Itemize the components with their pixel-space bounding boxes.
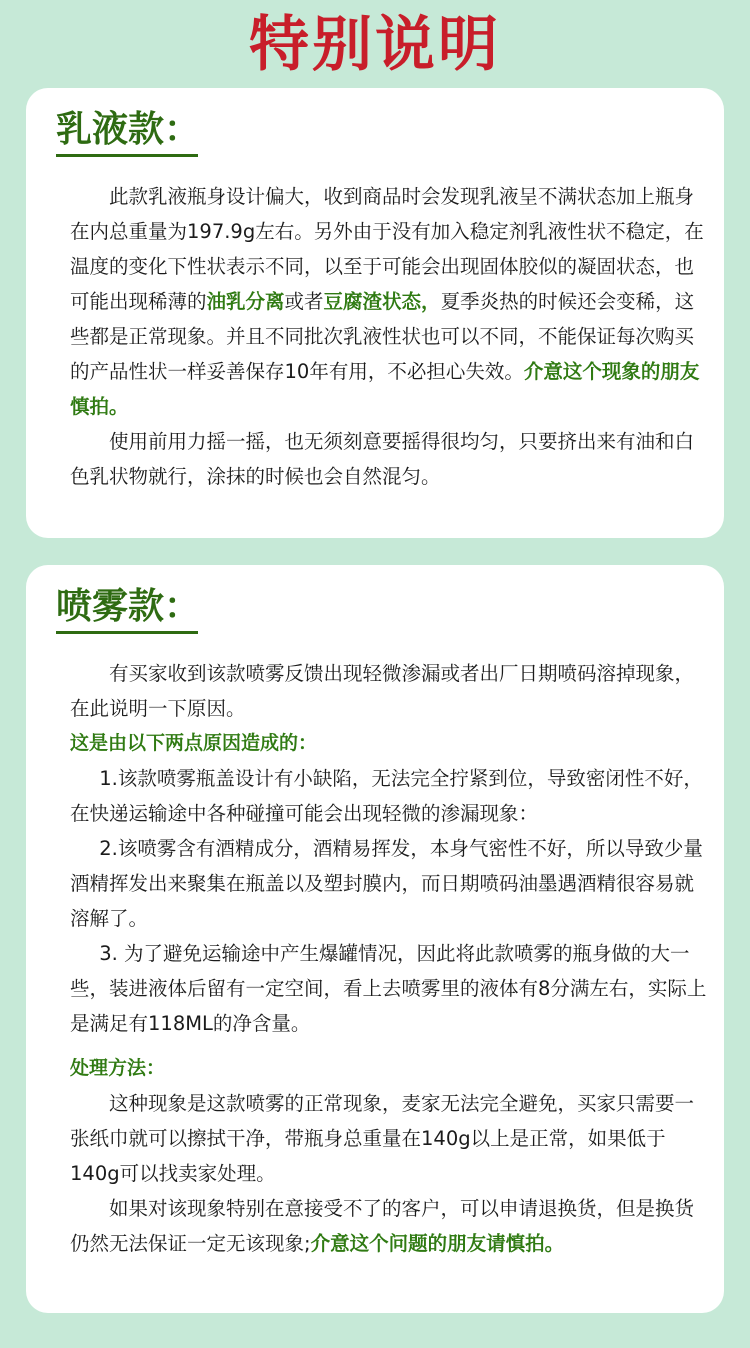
emulsion-highlight-notice: 介意这个现象的朋友慎拍。 bbox=[70, 360, 700, 418]
spray-handling-heading: 处理方法： bbox=[70, 1057, 166, 1079]
spray-handling-highlight-notice: 介意这个问题的朋友请慎拍。 bbox=[310, 1232, 565, 1255]
spray-text bbox=[70, 656, 710, 1261]
spray-reason-3: 3. 为了避免运输途中产生爆罐情况，因此将此款喷雾的瓶身做的大一些，装进液体后留有一定空间，看上去喷雾里的液体有8分满左右，实际上是满足有118ML的净含量。 bbox=[70, 942, 707, 1035]
emulsion-paragraph-1 bbox=[70, 179, 710, 424]
spray-handling-paragraph-2 bbox=[70, 1191, 710, 1261]
spray-reason-2: 2.该喷雾含有酒精成分，酒精易挥发，本身气密性不好，所以导致少量酒精挥发出来聚集在瓶盖以及塑封膜内，而日期喷码油墨遇酒精很容易就溶解了。 bbox=[70, 837, 703, 930]
spray-reasons-heading: 这是由以下两点原因造成的： bbox=[70, 732, 318, 754]
emulsion-text bbox=[70, 179, 710, 494]
emulsion-highlight-tofu-state: 豆腐渣状态， bbox=[323, 290, 441, 313]
emulsion-paragraph-2: 使用前用力摇一摇，也无须刻意要摇得很均匀，只要挤出来有油和白色乳状物就行，涂抹的时候也会自然混匀。 bbox=[70, 430, 695, 488]
emulsion-heading-underline bbox=[56, 154, 198, 157]
spray-heading: 喷雾款： bbox=[56, 586, 201, 627]
emulsion-p1-text-2: 或者 bbox=[284, 290, 324, 313]
emulsion-heading: 乳液款： bbox=[56, 109, 201, 150]
spray-handling-p2-text: 如果对该现象特别在意接受不了的客户，可以申请退换货，但是换货仍然无法保证一定无该现象; bbox=[70, 1197, 695, 1255]
emulsion-p1-text-3: 夏季炎热的时候还会变稀，这些都是正常现象。并且不同批次乳液性状也可以不同，不能保证每次购买的产品性状一样妥善保存10年有用，不必担心失效。 bbox=[70, 290, 695, 383]
spray-handling-paragraph-1: 这种现象是这款喷雾的正常现象，麦家无法完全避免，买家只需要一张纸巾就可以擦拭干净，带瓶身总重量在140g以上是正常，如果低于140g可以找卖家处理。 bbox=[70, 1092, 695, 1185]
spray-heading-underline bbox=[56, 631, 198, 634]
emulsion-card bbox=[26, 88, 724, 538]
page-title: 特别说明 bbox=[249, 10, 501, 80]
spray-intro: 有买家收到该款喷雾反馈出现轻微渗漏或者出厂日期喷码溶掉现象，在此说明一下原因。 bbox=[70, 662, 695, 720]
spray-reason-1: 1.该款喷雾瓶盖设计有小缺陷，无法完全拧紧到位，导致密闭性不好，在快递运输途中各种碰撞可能会出现轻微的渗漏现象： bbox=[70, 767, 703, 825]
emulsion-highlight-oil-separation: 油乳分离 bbox=[206, 290, 285, 313]
emulsion-p1-text-1: 此款乳液瓶身设计偏大，收到商品时会发现乳液呈不满状态加上瓶身在内总重量为197.9g左右。另外由于没有加入稳定剂乳液性状不稳定，在温度的变化下性状表示不同，以至于可能会出现固体胶似的凝固状态，也可能出现稀薄的 bbox=[70, 185, 704, 313]
spray-card bbox=[26, 565, 724, 1313]
